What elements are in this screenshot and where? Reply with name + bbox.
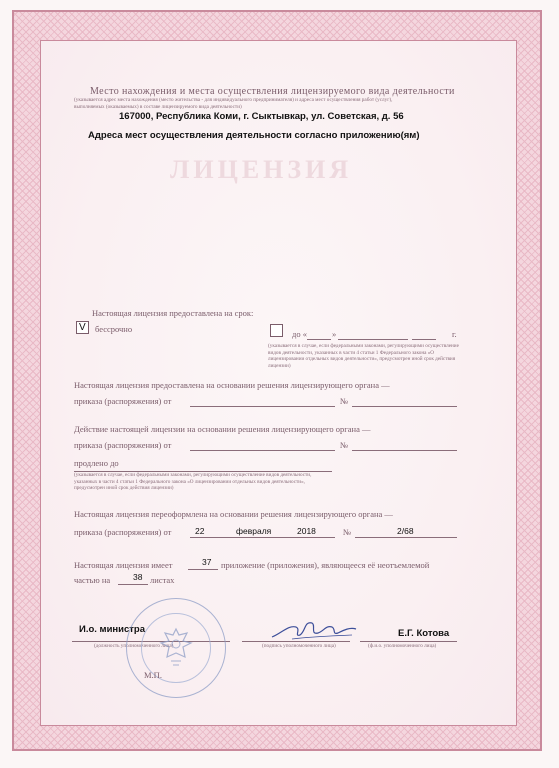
name-line xyxy=(360,641,457,642)
signer-name: Е.Г. Котова xyxy=(398,628,450,639)
appendix-mid: приложение (приложения), являющееся её неотъемлемой xyxy=(221,560,430,570)
term-label: Настоящая лицензия предоставлена на срок: xyxy=(92,308,254,318)
reissue-number: 2/68 xyxy=(397,526,414,536)
validity-order-label: приказа (распоряжения) от xyxy=(74,440,172,450)
validity-number-line xyxy=(352,450,457,451)
until-mid: » xyxy=(332,329,337,339)
reissue-day: 22 xyxy=(195,526,205,536)
appendix-part-prefix: частью на xyxy=(74,575,111,585)
check-mark: V xyxy=(79,322,86,333)
reissue-order-label: приказа (распоряжения) от xyxy=(74,527,172,537)
until-day-line xyxy=(307,339,331,340)
signature-caption: (подпись уполномоченного лица) xyxy=(262,643,336,649)
until-prefix: до « xyxy=(292,329,307,339)
appendix-sheets-suffix: листах xyxy=(150,575,175,585)
until-date-checkbox[interactable] xyxy=(270,324,283,337)
signer-position: И.о. министра xyxy=(79,624,146,635)
reissue-number-sign: № xyxy=(343,527,352,537)
eagle-emblem-icon xyxy=(155,625,197,669)
reissue-number-line xyxy=(355,537,457,538)
name-caption: (ф.и.о. уполномоченного лица) xyxy=(368,643,437,649)
appendix-sheets-line xyxy=(118,584,148,585)
basis-number-sign: № xyxy=(340,396,349,406)
appendix-sheets: 38 xyxy=(133,572,143,582)
until-year-suffix: г. xyxy=(452,329,457,339)
signature-line xyxy=(242,641,350,642)
header-title: Место нахождения и места осуществления лицензируемого вида деятельности xyxy=(90,86,455,97)
validity-note: (указывается в случае, если федеральными законами, регулирующими осуществление видов деятельности, указанных в части 4 статьи 1 Федерального закона «О лицензировании отдельных видов деятельности», предусмотрен иной срок действия лицензии) xyxy=(74,472,312,491)
term-note: (указывается в случае, если федеральными законами, регулирующими осуществление видов деятельности, указанных в части 4 статьи 1 Федерального закона «О лицензировании отдельных видов деятельности», предусмотрен иной срок действия лицензии) xyxy=(268,343,459,369)
validity-date-line xyxy=(190,450,335,451)
addresses-note: Адреса мест осуществления деятельности согласно приложению(ям) xyxy=(88,130,420,141)
basis-order-label: приказа (распоряжения) от xyxy=(74,396,172,406)
basis-date-line xyxy=(190,406,335,407)
address-value: 167000, Республика Коми, г. Сыктывкар, ул. Советская, д. 56 xyxy=(119,111,404,122)
background-watermark: ЛИЦЕНЗИЯ xyxy=(170,155,353,184)
basis-label: Настоящая лицензия предоставлена на основании решения лицензирующего органа — xyxy=(74,380,390,390)
extended-label: продлено до xyxy=(74,458,119,468)
indefinite-checkbox[interactable] xyxy=(76,321,89,334)
basis-number-line xyxy=(352,406,457,407)
reissue-date-line xyxy=(190,537,335,538)
reissue-label: Настоящая лицензия переоформлена на основании решения лицензирующего органа — xyxy=(74,509,393,519)
official-seal xyxy=(126,598,226,698)
appendix-count-line xyxy=(188,569,218,570)
appendix-count: 37 xyxy=(202,557,212,567)
validity-label: Действие настоящей лицензии на основании решения лицензирующего органа — xyxy=(74,424,371,434)
validity-number-sign: № xyxy=(340,440,349,450)
indefinite-label: бессрочно xyxy=(95,324,133,334)
reissue-year: 2018 xyxy=(297,526,316,536)
appendix-prefix: Настоящая лицензия имеет xyxy=(74,560,173,570)
header-caption-2: выполняемых (оказываемых) в составе лицензируемого вида деятельности) xyxy=(74,104,242,110)
header-caption-1: (указывается адрес места нахождения (место жительства - для индивидуального предпринимателя) и адреса мест осуществления работ (услуг), xyxy=(74,97,393,103)
position-caption: (должность уполномоченного лица) xyxy=(94,643,174,649)
until-month-line xyxy=(338,339,408,340)
reissue-month: февраля xyxy=(236,526,272,536)
seal-label: М.П. xyxy=(144,670,162,680)
until-year-line xyxy=(412,339,436,340)
